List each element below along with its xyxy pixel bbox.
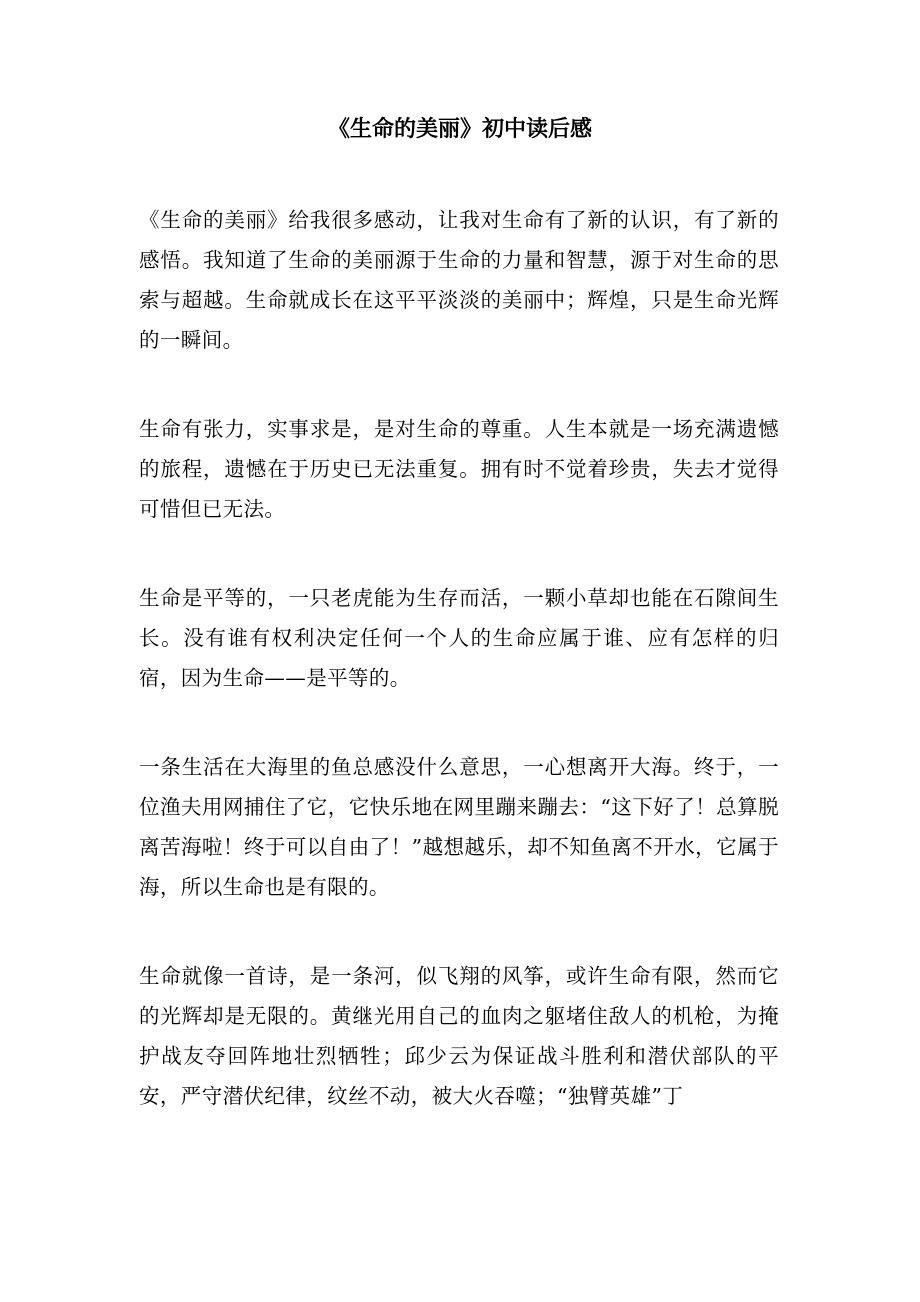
- paragraph-4: 一条生活在大海里的鱼总感没什么意思，一心想离开大海。终于，一位渔夫用网捕住了它，它快乐地在网里蹦来蹦去：“这下好了！总算脱离苦海啦！终于可以自由了！”越想越乐，却不知鱼离不开水，它属于海，所以生命也是有限的。: [139, 755, 779, 899]
- document-title: 《生命的美丽》初中读后感: [327, 116, 592, 142]
- document-body: [139, 200, 779, 1165]
- paragraph-1: 《生命的美丽》给我很多感动，让我对生命有了新的认识，有了新的感悟。我知道了生命的美丽源于生命的力量和智慧，源于对生命的思索与超越。生命就成长在这平平淡淡的美丽中；辉煌，只是生命光辉的一瞬间。: [139, 208, 779, 352]
- paragraph-3: 生命是平等的，一只老虎能为生存而活，一颗小草却也能在石隙间生长。没有谁有权利决定任何一个人的生命应属于谁、应有怎样的归宿，因为生命——是平等的。: [139, 586, 779, 690]
- paragraph-5: 生命就像一首诗，是一条河，似飞翔的风筝，或许生命有限，然而它的光辉却是无限的。黄继光用自己的血肉之躯堵住敌人的机枪，为掩护战友夺回阵地壮烈牺牲；邱少云为保证战斗胜利和潜伏部队的平安，严守潜伏纪律，纹丝不动，被大火吞噬；“独臂英雄”丁: [139, 964, 779, 1108]
- paragraph-2: 生命有张力，实事求是，是对生命的尊重。人生本就是一场充满遗憾的旅程，遗憾在于历史已无法重复。拥有时不觉着珍贵，失去才觉得可惜但已无法。: [139, 417, 779, 521]
